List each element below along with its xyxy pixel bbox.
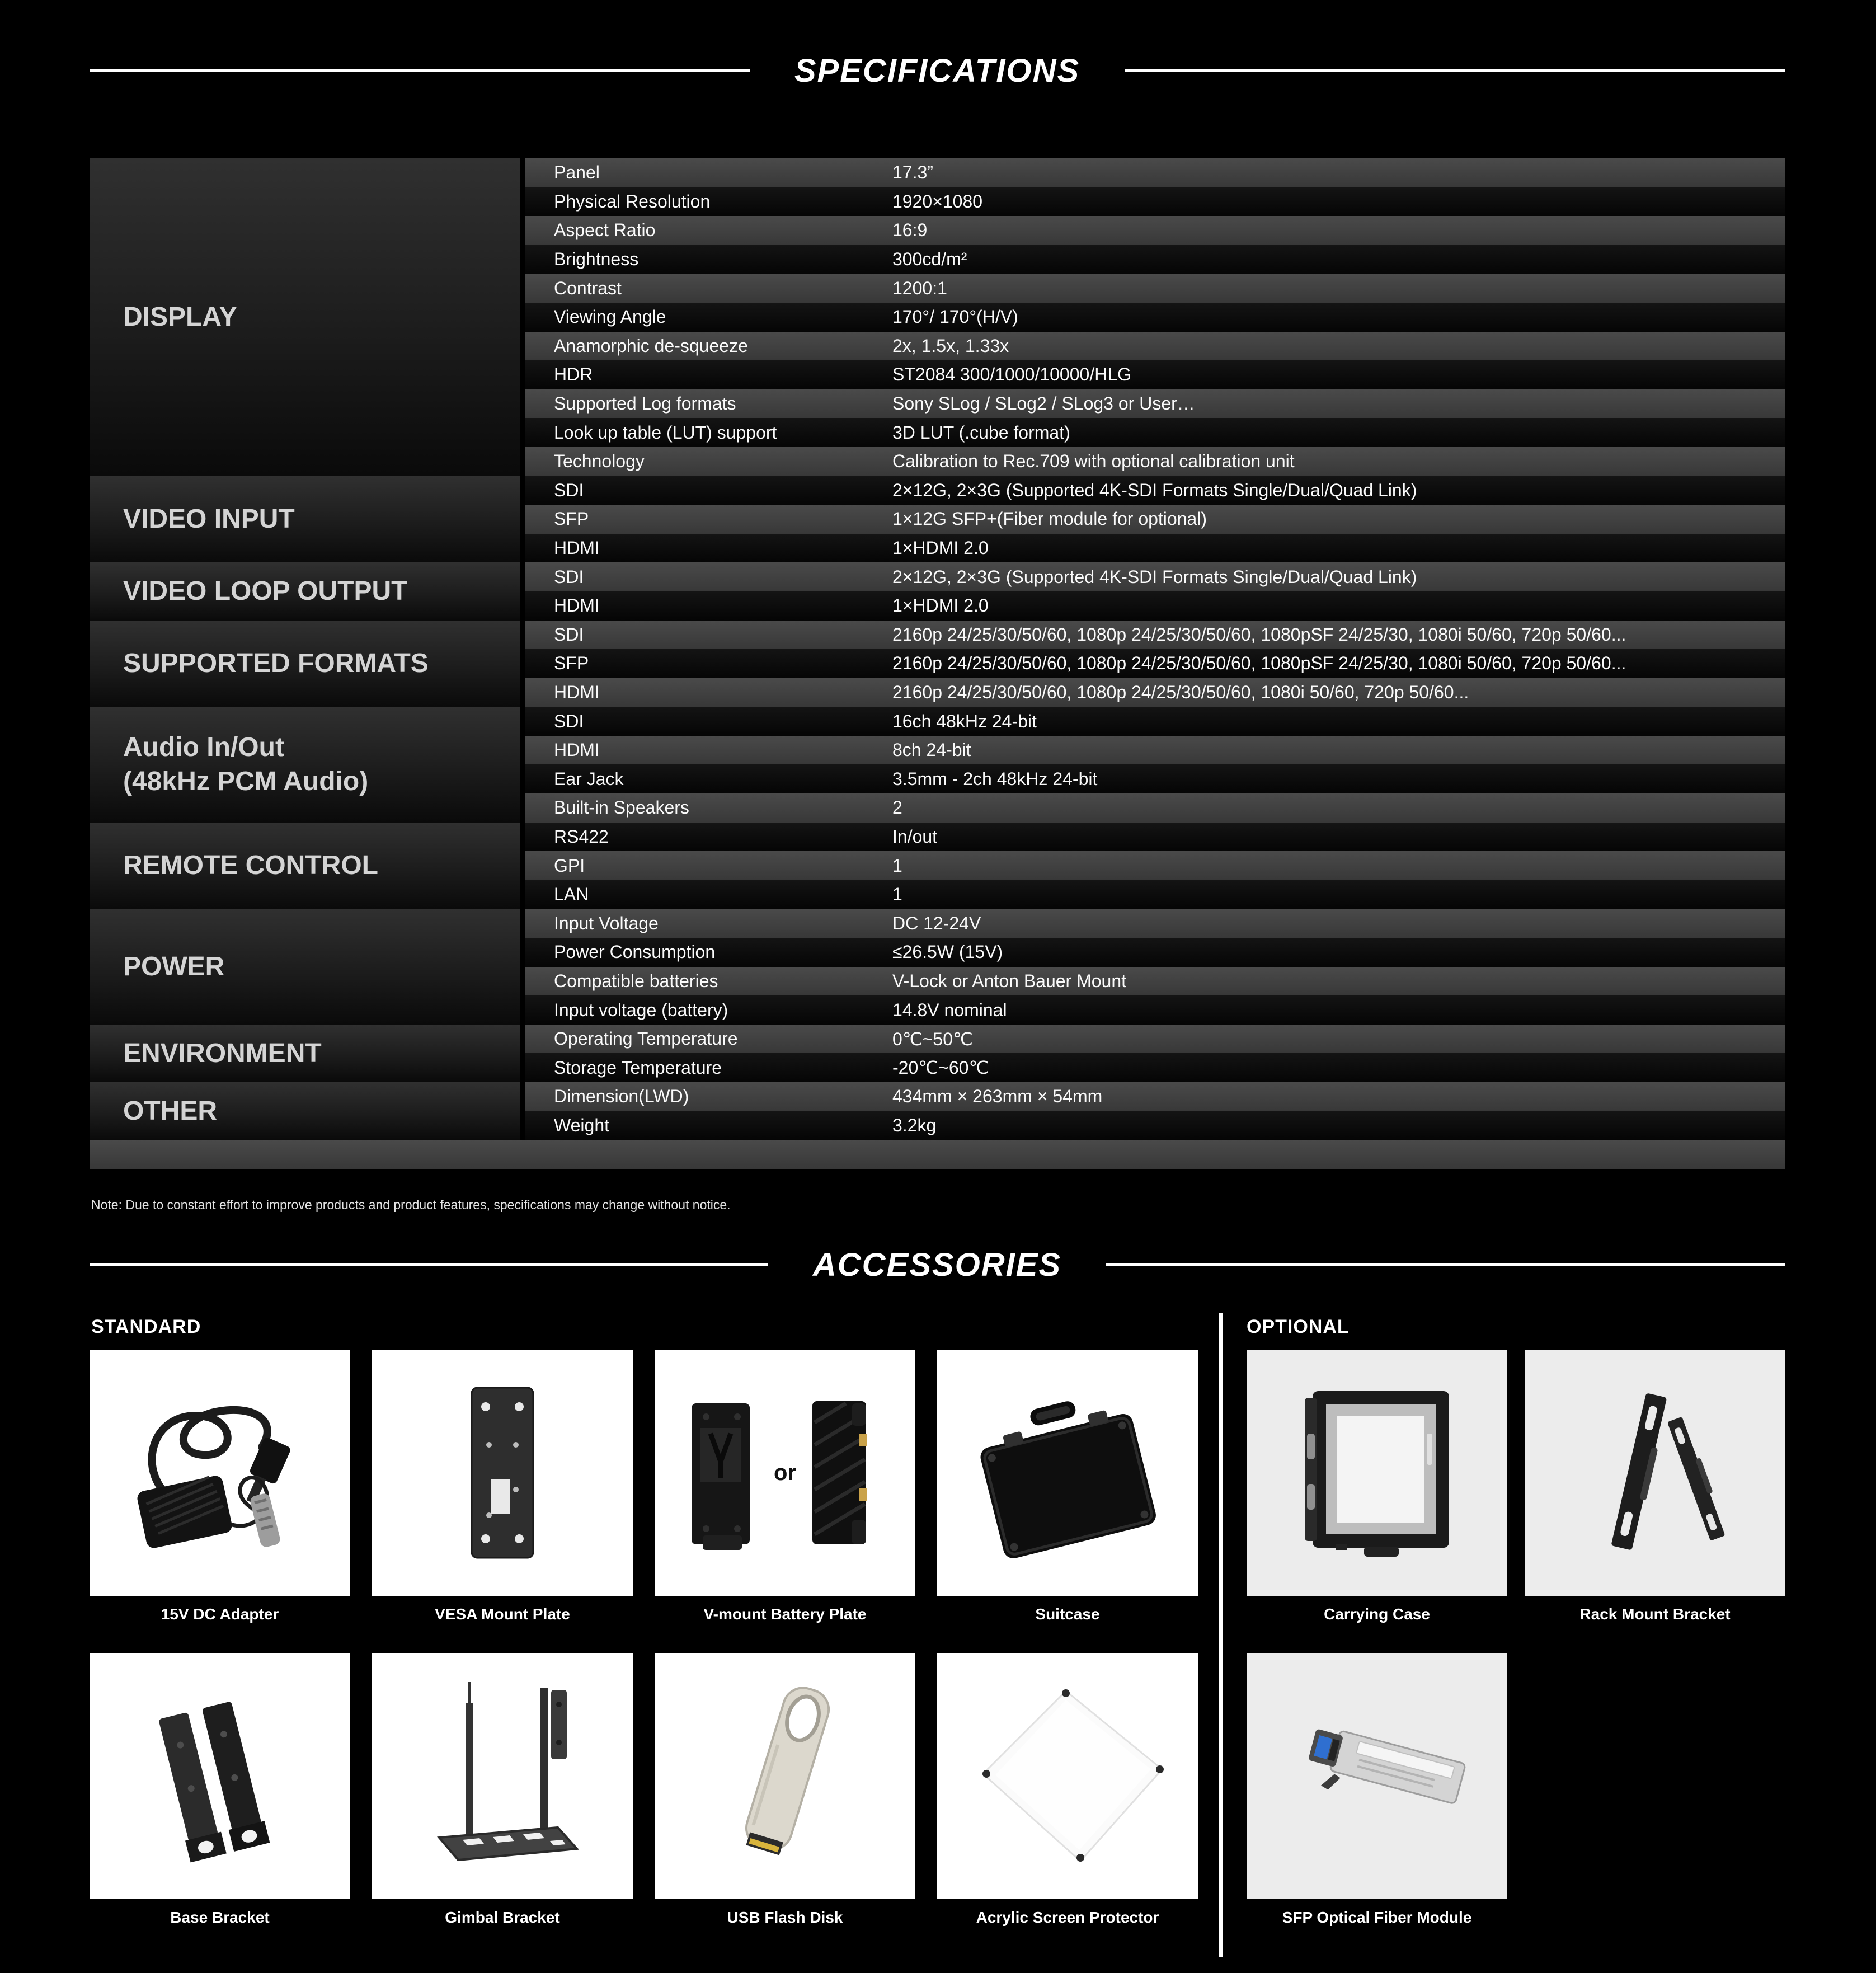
accessory-card-usb-flash-disk <box>655 1653 915 1899</box>
spec-row <box>525 187 1785 217</box>
spec-value: 3D LUT (.cube format) <box>892 422 1070 443</box>
spec-table <box>90 158 1785 1169</box>
spec-key: Contrast <box>554 278 622 298</box>
spec-value: ST2084 300/1000/10000/HLG <box>892 364 1131 385</box>
spec-row <box>525 360 1785 389</box>
accessory-item <box>90 1653 350 1927</box>
header-rule-right <box>1106 1263 1785 1266</box>
spec-row <box>525 447 1785 476</box>
optional-section-label: OPTIONAL <box>1247 1316 1350 1337</box>
spec-row <box>525 707 1785 736</box>
spec-row <box>525 1111 1785 1140</box>
spec-value: 1×12G SFP+(Fiber module for optional) <box>892 509 1207 529</box>
spec-value: 2×12G, 2×3G (Supported 4K-SDI Formats Single/Dual/Quad Link) <box>892 480 1417 500</box>
spec-value: 2x, 1.5x, 1.33x <box>892 335 1009 356</box>
accessory-item <box>655 1653 915 1927</box>
spec-key: HDR <box>554 364 593 385</box>
spec-rows <box>525 823 1785 909</box>
accessory-label: Gimbal Bracket <box>445 1909 560 1926</box>
spec-key: Technology <box>554 451 645 472</box>
spec-row <box>525 562 1785 591</box>
spec-section <box>90 621 1785 707</box>
spec-note: Note: Due to constant effort to improve products and product features, specifications may change without notice. <box>91 1197 731 1212</box>
spec-rows <box>525 707 1785 822</box>
spec-row <box>525 823 1785 852</box>
spec-row <box>525 274 1785 303</box>
accessory-label: Carrying Case <box>1324 1605 1430 1623</box>
accessory-label: V-mount Battery Plate <box>703 1605 867 1623</box>
spec-key: LAN <box>554 884 589 905</box>
spec-row <box>525 303 1785 332</box>
spec-category-label: (48kHz PCM Audio) <box>123 767 369 797</box>
spec-value: 1 <box>892 855 902 876</box>
spec-value: 8ch 24-bit <box>892 740 971 760</box>
standard-section-label: STANDARD <box>91 1316 201 1337</box>
spec-row <box>525 880 1785 909</box>
spec-value: In/out <box>892 826 938 847</box>
spec-value: 2×12G, 2×3G (Supported 4K-SDI Formats Single/Dual/Quad Link) <box>892 566 1417 587</box>
spec-value: 2160p 24/25/30/50/60, 1080p 24/25/30/50/60, 1080pSF 24/25/30, 1080i 50/60, 720p 50/60... <box>892 653 1626 674</box>
accessory-label: Suitcase <box>1035 1605 1100 1623</box>
spec-key: HDMI <box>554 740 600 760</box>
spec-row <box>525 995 1785 1025</box>
spec-key: HDMI <box>554 595 600 616</box>
spec-key: Look up table (LUT) support <box>554 422 777 443</box>
spec-value: 1920×1080 <box>892 191 983 212</box>
spec-key: Supported Log formats <box>554 393 736 414</box>
usb-flash-disk-icon <box>655 1653 915 1899</box>
accessory-item <box>1247 1653 1507 1927</box>
rack-mount-bracket-icon <box>1525 1350 1785 1596</box>
spec-rows <box>525 158 1785 476</box>
carrying-case-icon <box>1247 1350 1507 1596</box>
spec-key: Dimension(LWD) <box>554 1086 689 1107</box>
spec-key: Storage Temperature <box>554 1057 722 1078</box>
or-label: or <box>774 1460 796 1485</box>
accessory-label: Acrylic Screen Protector <box>976 1909 1159 1926</box>
spec-value: 1×HDMI 2.0 <box>892 595 989 616</box>
spec-value: 170°/ 170°(H/V) <box>892 307 1018 327</box>
spec-key: RS422 <box>554 826 609 847</box>
spec-key: SFP <box>554 509 589 529</box>
accessory-card-sfp-module <box>1247 1653 1507 1899</box>
sfp-module-icon <box>1247 1653 1507 1899</box>
spec-key: Compatible batteries <box>554 970 718 991</box>
spec-row <box>525 389 1785 419</box>
header-rule-right <box>1125 69 1785 72</box>
spec-category-label: Audio In/Out <box>123 732 284 763</box>
accessory-card-dc-adapter <box>90 1350 350 1596</box>
spec-rows <box>525 621 1785 707</box>
spec-value: Sony SLog / SLog2 / SLog3 or User… <box>892 393 1195 414</box>
spec-row <box>525 534 1785 563</box>
accessory-label: 15V DC Adapter <box>161 1605 279 1623</box>
spec-section <box>90 823 1785 909</box>
spec-section <box>90 1025 1785 1082</box>
spec-key: SFP <box>554 653 589 674</box>
accessory-item <box>372 1350 633 1624</box>
spec-value: 0℃~50℃ <box>892 1028 973 1049</box>
spec-key: Brightness <box>554 249 639 270</box>
accessory-label: SFP Optical Fiber Module <box>1282 1909 1472 1926</box>
spec-category-label: OTHER <box>123 1096 217 1126</box>
spec-value: 2160p 24/25/30/50/60, 1080p 24/25/30/50/60, 1080i 50/60, 720p 50/60... <box>892 682 1469 702</box>
spec-row <box>525 1053 1785 1082</box>
spec-key: SDI <box>554 480 584 500</box>
spec-value: 2 <box>892 797 902 818</box>
suitcase-icon <box>937 1350 1198 1596</box>
spec-category <box>90 823 520 909</box>
spec-section <box>90 158 1785 476</box>
optional-accessories-grid <box>1247 1350 1785 1927</box>
spec-section <box>90 562 1785 620</box>
spec-value: ≤26.5W (15V) <box>892 942 1003 962</box>
accessory-item <box>655 1350 915 1624</box>
spec-rows <box>525 1025 1785 1082</box>
spec-section <box>90 909 1785 1024</box>
accessory-card-v-mount-plate <box>655 1350 915 1596</box>
spec-row <box>525 764 1785 793</box>
spec-row <box>525 621 1785 650</box>
spec-row <box>525 793 1785 823</box>
accessory-label: USB Flash Disk <box>727 1909 843 1926</box>
accessory-item <box>372 1653 633 1927</box>
spec-key: Anamorphic de-squeeze <box>554 335 748 356</box>
spec-row <box>525 476 1785 505</box>
standard-optional-divider <box>1219 1313 1223 1957</box>
spec-value: V-Lock or Anton Bauer Mount <box>892 970 1127 991</box>
spec-row <box>525 736 1785 765</box>
spec-value: 1×HDMI 2.0 <box>892 538 989 558</box>
spec-key: GPI <box>554 855 585 876</box>
spec-section <box>90 1082 1785 1140</box>
accessory-item <box>937 1350 1198 1624</box>
spec-category-label: DISPLAY <box>123 302 237 332</box>
spec-value: Calibration to Rec.709 with optional calibration unit <box>892 451 1295 472</box>
accessory-item <box>1525 1350 1785 1624</box>
spec-category <box>90 562 520 620</box>
header-rule-left <box>90 69 750 72</box>
specifications-title: SPECIFICATIONS <box>794 52 1080 89</box>
dc-adapter-icon <box>90 1350 350 1596</box>
spec-key: Input voltage (battery) <box>554 999 728 1020</box>
spec-category <box>90 476 520 563</box>
spec-row <box>525 678 1785 707</box>
spec-category <box>90 621 520 707</box>
spec-category-label: REMOTE CONTROL <box>123 851 378 881</box>
spec-value: DC 12-24V <box>892 913 981 933</box>
specifications-header <box>90 44 1785 97</box>
spec-row <box>525 1025 1785 1054</box>
spec-row <box>525 1082 1785 1111</box>
header-rule-left <box>90 1263 768 1266</box>
spec-value: 434mm × 263mm × 54mm <box>892 1086 1103 1107</box>
spec-category <box>90 1025 520 1082</box>
spec-row <box>525 967 1785 996</box>
spec-key: SDI <box>554 711 584 731</box>
spec-key: Physical Resolution <box>554 191 711 212</box>
accessory-item <box>937 1653 1198 1927</box>
spec-category-label: POWER <box>123 951 225 981</box>
spec-value: 1200:1 <box>892 278 947 298</box>
spec-row <box>525 245 1785 274</box>
spec-key: HDMI <box>554 682 600 702</box>
spec-value: -20℃~60℃ <box>892 1058 989 1078</box>
spec-key: HDMI <box>554 538 600 558</box>
accessories-title: ACCESSORIES <box>812 1246 1062 1283</box>
spec-category <box>90 909 520 1024</box>
spec-key: Panel <box>554 162 600 183</box>
spec-rows <box>525 1082 1785 1140</box>
accessory-label: Rack Mount Bracket <box>1579 1605 1731 1623</box>
spec-category <box>90 707 520 822</box>
spec-key: Viewing Angle <box>554 307 666 327</box>
spec-value: 2160p 24/25/30/50/60, 1080p 24/25/30/50/60, 1080pSF 24/25/30, 1080i 50/60, 720p 50/60... <box>892 624 1626 645</box>
accessory-item <box>1247 1350 1507 1624</box>
spec-category-label: ENVIRONMENT <box>123 1038 322 1068</box>
spec-value: 16:9 <box>892 220 928 241</box>
accessory-card-gimbal-bracket <box>372 1653 633 1899</box>
base-bracket-icon <box>90 1653 350 1899</box>
spec-key: Built-in Speakers <box>554 797 689 818</box>
spec-category <box>90 158 520 476</box>
spec-section <box>90 707 1785 822</box>
spec-row <box>525 851 1785 880</box>
spec-key: Ear Jack <box>554 768 624 789</box>
spec-category-label: VIDEO LOOP OUTPUT <box>123 576 408 607</box>
spec-value: 16ch 48kHz 24-bit <box>892 711 1037 731</box>
screen-protector-icon <box>937 1653 1198 1899</box>
accessory-card-base-bracket <box>90 1653 350 1899</box>
spec-row <box>525 938 1785 967</box>
v-mount-plate-icon <box>655 1350 915 1596</box>
accessory-card-screen-protector <box>937 1653 1198 1899</box>
standard-accessories-grid <box>90 1350 1198 1927</box>
accessory-item <box>90 1350 350 1624</box>
spec-category-label: VIDEO INPUT <box>123 504 295 534</box>
spec-value: 1 <box>892 884 902 905</box>
accessory-card-suitcase <box>937 1350 1198 1596</box>
spec-row <box>525 418 1785 447</box>
spec-rows <box>525 476 1785 563</box>
spec-key: Weight <box>554 1115 610 1135</box>
accessories-header <box>90 1238 1785 1291</box>
spec-value: 300cd/m² <box>892 249 967 270</box>
spec-row <box>525 158 1785 187</box>
spec-key: Power Consumption <box>554 942 716 962</box>
spec-key: SDI <box>554 624 584 645</box>
spec-row <box>525 649 1785 678</box>
accessory-label: VESA Mount Plate <box>435 1605 570 1623</box>
spec-category-label: SUPPORTED FORMATS <box>123 649 429 679</box>
vesa-plate-icon <box>372 1350 633 1596</box>
spec-row <box>525 332 1785 361</box>
spec-value: 14.8V nominal <box>892 999 1007 1020</box>
spec-value: 3.5mm - 2ch 48kHz 24-bit <box>892 768 1098 789</box>
spec-row <box>525 505 1785 534</box>
accessory-card-rack-mount-bracket <box>1525 1350 1785 1596</box>
table-bottom-band <box>90 1140 1785 1169</box>
gimbal-bracket-icon <box>372 1653 633 1899</box>
accessory-card-carrying-case <box>1247 1350 1507 1596</box>
spec-key: Operating Temperature <box>554 1028 738 1049</box>
spec-rows <box>525 909 1785 1024</box>
spec-row <box>525 909 1785 938</box>
spec-value: 17.3” <box>892 162 933 183</box>
spec-value: 3.2kg <box>892 1115 937 1135</box>
spec-category <box>90 1082 520 1140</box>
accessory-label: Base Bracket <box>170 1909 270 1926</box>
spec-section <box>90 476 1785 563</box>
accessory-card-vesa-plate <box>372 1350 633 1596</box>
spec-rows <box>525 562 1785 620</box>
spec-key: Aspect Ratio <box>554 220 656 241</box>
spec-key: SDI <box>554 566 584 587</box>
spec-key: Input Voltage <box>554 913 659 933</box>
spec-row <box>525 591 1785 621</box>
spec-row <box>525 216 1785 245</box>
